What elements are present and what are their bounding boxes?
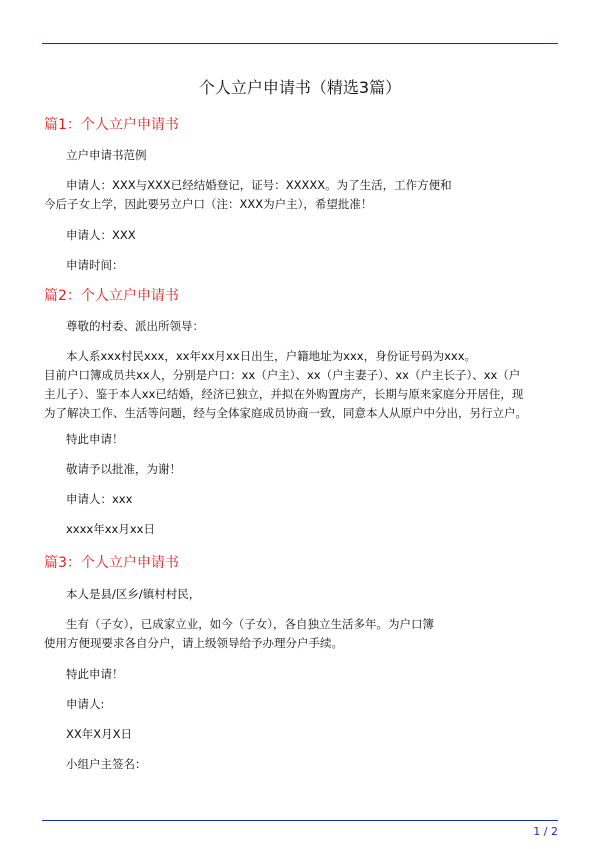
para-line: 申请人：XXX与XXX已经结婚登记，证号：XXXXX。为了生活，工作方便和 <box>66 178 452 192</box>
section-3-para-2 <box>44 615 554 653</box>
section-2-heading: 篇2：个人立户申请书 <box>44 288 179 304</box>
para-line: 申请人：XXX <box>66 228 136 242</box>
section-1-para-1 <box>44 146 554 165</box>
footer-rule <box>42 820 558 821</box>
para-line: 今后子女上学，因此要另立户口（注：XXX为户主），希望批准！ <box>44 197 373 211</box>
para-line: xxxx年xx月xx日 <box>66 522 155 536</box>
para-line: 为了解决工作、生活等问题，经与全体家庭成员协商一致，同意本人从原户中分出，另行立户。 <box>44 406 527 420</box>
para-line: 使用方便现要求各自分户，请上级领导给予办理分户手续。 <box>44 636 343 650</box>
section-1-para-2 <box>44 176 554 214</box>
document-title: 个人立户申请书（精选3篇） <box>198 78 402 97</box>
para-line: 敬请予以批准，为谢！ <box>66 462 181 476</box>
section-1-heading: 篇1：个人立户申请书 <box>44 117 179 133</box>
para-line: 本人是县/区乡/镇村村民， <box>66 587 201 601</box>
section-3-para-3 <box>44 665 554 684</box>
section-3-para-1 <box>44 585 554 604</box>
para-line: 特此申请！ <box>66 432 124 446</box>
para-line: 特此申请！ <box>66 667 124 681</box>
section-2-para-4 <box>44 460 554 479</box>
para-line: 申请时间： <box>66 258 124 272</box>
para-line: XX年X月X日 <box>66 727 133 741</box>
para-line: 本人系xxx村民xxx，xx年xx月xx日出生，户籍地址为xxx，身份证号码为xxx。 <box>66 349 476 363</box>
section-3-para-5 <box>44 725 554 744</box>
section-2-para-6 <box>44 520 554 539</box>
section-2-para-1 <box>44 317 554 336</box>
section-1-para-4 <box>44 256 554 275</box>
para-line: 生有（子女），已成家立业，如今（子女），各自独立生活多年。为户口簿 <box>66 617 434 631</box>
para-line: 目前户口簿成员共xx人，分别是户口：xx（户主）、xx（户主妻子）、xx（户主长子）、xx（户 <box>44 368 521 382</box>
section-3-heading: 篇3：个人立户申请书 <box>44 555 179 571</box>
section-1-para-3 <box>44 226 554 245</box>
para-line: 申请人: <box>66 697 105 711</box>
section-2-para-3 <box>44 430 554 449</box>
para-line: 小组户主签名： <box>66 757 147 771</box>
para-line: 主儿子）、鉴于本人xx已结婚，经济已独立，并拟在外购置房产，长期与原来家庭分开居住，现 <box>44 387 524 401</box>
para-line: 立户申请书范例 <box>66 148 147 162</box>
header-rule <box>42 43 558 44</box>
section-3-para-6 <box>44 755 554 774</box>
page-number: 1 / 2 <box>533 825 558 838</box>
section-2-para-2 <box>44 347 554 423</box>
para-line: 尊敬的村委、派出所领导： <box>66 319 204 333</box>
para-line: 申请人：xxx <box>66 492 133 506</box>
section-2-para-5 <box>44 490 554 509</box>
section-3-para-4 <box>44 695 554 714</box>
